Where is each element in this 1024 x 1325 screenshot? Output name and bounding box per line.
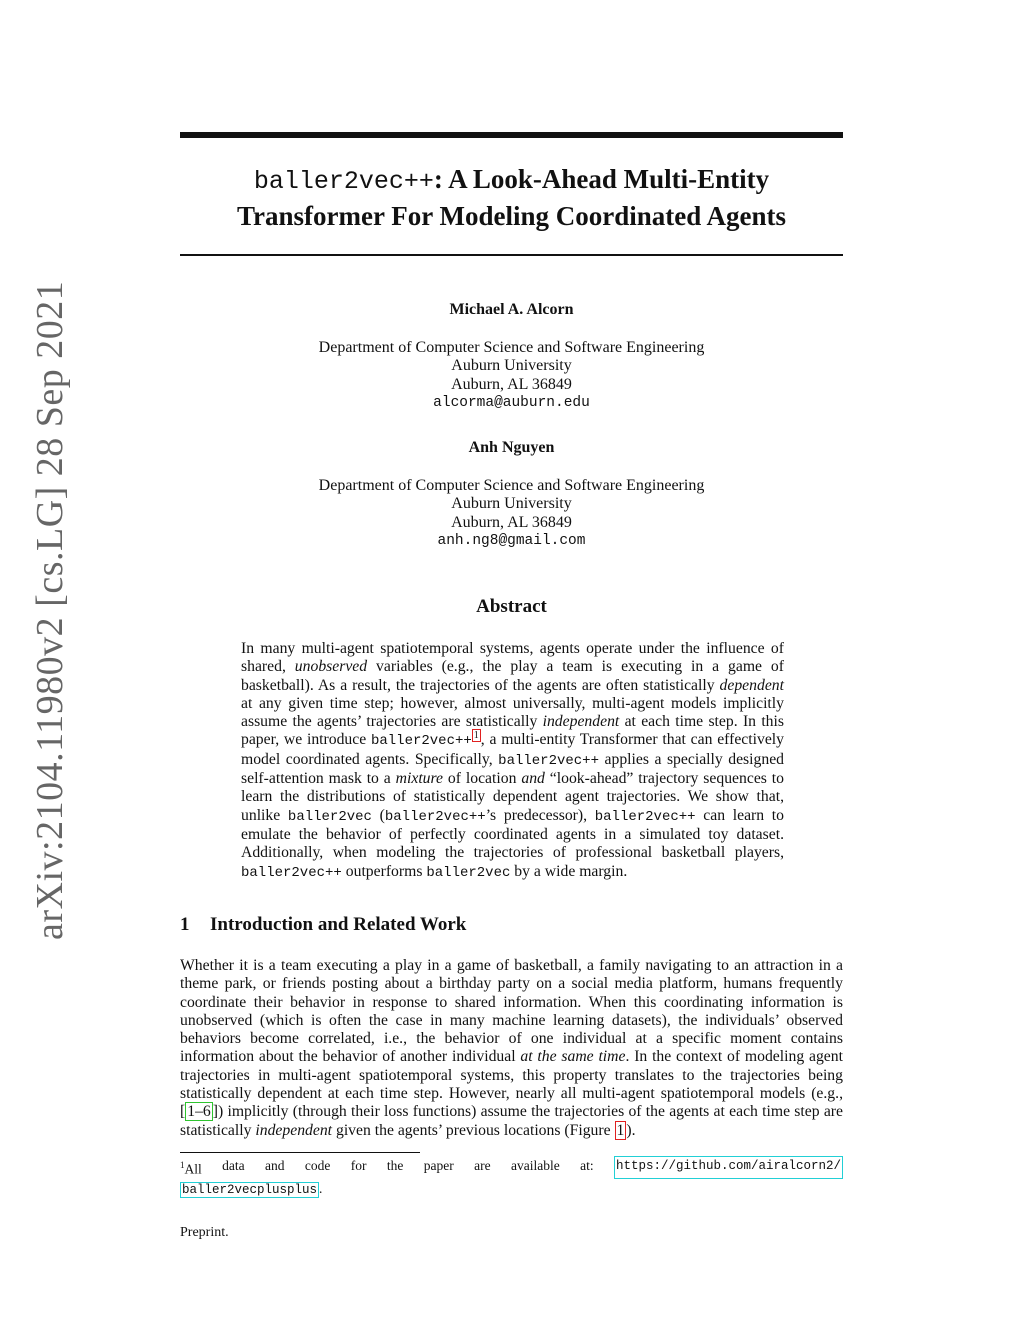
footnote-word: and <box>265 1158 285 1173</box>
abstract-emphasis: unobserved <box>294 658 368 676</box>
section-title: Introduction and Related Work <box>210 914 467 935</box>
arxiv-identifier: arXiv:2104.11980v2 [cs.LG] 28 Sep 2021 <box>29 280 71 940</box>
intro-text: given the agents’ previous locations (Figure <box>332 1121 615 1139</box>
author-email[interactable]: alcorma@auburn.edu <box>433 395 590 411</box>
footnote-word: data <box>222 1158 245 1173</box>
abstract-emphasis: mixture <box>395 770 444 788</box>
abstract-code: baller2vec++ <box>370 733 472 750</box>
abstract-code: baller2vec++ <box>498 752 599 769</box>
intro-paragraph <box>180 957 843 1140</box>
citation-number: 6 <box>202 1103 211 1121</box>
abstract-text: “look-ahead” trajectory sequences to learn the distributions of statistically dependent agent trajectories. We show that, unlike <box>241 770 785 824</box>
figure-link[interactable]: 1 <box>616 1121 625 1139</box>
author-location: Auburn, AL 36849 <box>451 513 572 531</box>
intro-text: Whether it is a team executing a play in a game of basketball, a family navigating to an attraction in a theme park, or friends posting about a birthday party on a social media platform, humans frequently coordinate their behavior in response to shared information. When this coordinating information is unobserved (which is often the case in many machine learning datasets), the individuals’ observed behaviors become correlated, i.e., the behavior of one individual at a specific moment contains information about the behavior of another individual <box>180 957 843 1066</box>
abstract-text: , a multi-entity Transformer that can effectively model coordinated agents. Specifically, <box>241 731 784 768</box>
author-university: Auburn University <box>451 357 572 374</box>
footnote <box>180 1156 843 1200</box>
abstract-code: baller2vec++ <box>384 808 486 825</box>
intro-text: ). <box>626 1121 636 1139</box>
abstract-text: at any given time step; however, almost universally, multi-agent models implicitly assume the agents’ trajectories are statistically <box>241 694 784 731</box>
intro-emphasis: independent <box>255 1121 333 1139</box>
abstract-body <box>241 640 784 882</box>
abstract-text: In many multi-agent spatiotemporal systems, agents operate under the influence of shared, <box>241 640 784 676</box>
abstract-text: variables (e.g., the play a team is executing in a game of basketball). As a result, the trajectories of the agents are often statistically <box>241 658 784 694</box>
abstract-text: ( <box>371 806 385 824</box>
citation-dash: – <box>195 1103 203 1121</box>
section-number: 1 <box>180 914 190 935</box>
citation-link[interactable] <box>185 1102 213 1121</box>
footnote-word-text: All <box>184 1161 202 1177</box>
footnote-rule <box>180 1152 420 1153</box>
footnote-end: . <box>319 1180 323 1196</box>
intro-text: . In the context of modeling agent trajectories in multi-agent spatiotemporal systems, this property translates to the trajectories being statistically dependent at each time step. However, nearly all multi-agent spatiotemporal models (e.g., [ <box>180 1048 843 1121</box>
title-bottom-rule <box>180 254 843 256</box>
abstract-text: at each time step. In this paper, we introduce <box>241 713 784 749</box>
author-department: Department of Computer Science and Software Engineering <box>318 338 705 356</box>
author-block-1 <box>180 301 843 413</box>
footnote-mark: 1 <box>180 1160 185 1170</box>
intro-emphasis: at the same time <box>520 1048 626 1066</box>
citation-number: 1 <box>187 1103 196 1121</box>
section-heading <box>180 914 843 936</box>
paper-title <box>180 162 843 233</box>
preprint-label: Preprint. <box>180 1225 229 1240</box>
footnote-line <box>180 1156 843 1179</box>
abstract-emphasis: independent <box>542 713 620 731</box>
author-email[interactable]: anh.ng8@gmail.com <box>437 533 586 549</box>
abstract-code: baller2vec <box>287 808 372 825</box>
footnote-word: at: <box>580 1158 594 1173</box>
abstract-code: baller2vec++ <box>241 864 342 881</box>
title-line2: Transformer For Modeling Coordinated Agents <box>237 201 786 231</box>
author-name: Michael A. Alcorn <box>449 301 574 318</box>
abstract-heading: Abstract <box>476 596 547 617</box>
abstract-text: applies a specially designed self-attention mask to a <box>241 750 784 788</box>
abstract-code: baller2vec++ <box>594 808 696 825</box>
footnote-link[interactable]: 1 <box>473 730 479 742</box>
abstract-emphasis: dependent <box>719 676 784 694</box>
abstract-text: can learn to emulate the behavior of perfectly coordinated agents in a simulated toy dataset. Additionally, when modeling the trajectories of professional basketball players, <box>241 806 784 862</box>
abstract-text: of location <box>443 770 522 788</box>
footnote-word <box>180 1156 202 1179</box>
intro-text: ]) implicitly (through their loss functions) assume the trajectories of the agents at each time step are statistically <box>180 1103 843 1139</box>
footnote-word: code <box>304 1158 331 1173</box>
footnote-word: are <box>474 1158 491 1173</box>
abstract-emphasis: and <box>521 770 545 788</box>
footnote-word: available <box>510 1158 560 1173</box>
author-university: Auburn University <box>451 495 572 512</box>
title-line1: : A Look-Ahead Multi-Entity <box>433 164 770 194</box>
footnote-word: paper <box>423 1158 454 1173</box>
author-name: Anh Nguyen <box>468 439 555 456</box>
author-department: Department of Computer Science and Software Engineering <box>318 476 705 494</box>
repository-link[interactable]: https://github.com/airalcorn2/ <box>614 1156 843 1179</box>
abstract-text: ’s predecessor), <box>485 806 595 824</box>
repository-link-continued[interactable]: baller2vecplusplus <box>182 1182 318 1197</box>
abstract-text: outperforms <box>341 862 427 880</box>
author-block-2 <box>180 439 843 551</box>
footnote-word: the <box>386 1158 404 1173</box>
author-location: Auburn, AL 36849 <box>451 375 572 393</box>
title-code: baller2vec++ <box>253 167 434 196</box>
abstract-text: by a wide margin. <box>510 862 628 880</box>
footnote-line <box>180 1179 843 1200</box>
title-top-rule <box>180 132 843 138</box>
abstract-code: baller2vec <box>426 864 511 881</box>
footnote-word: for <box>350 1158 367 1173</box>
